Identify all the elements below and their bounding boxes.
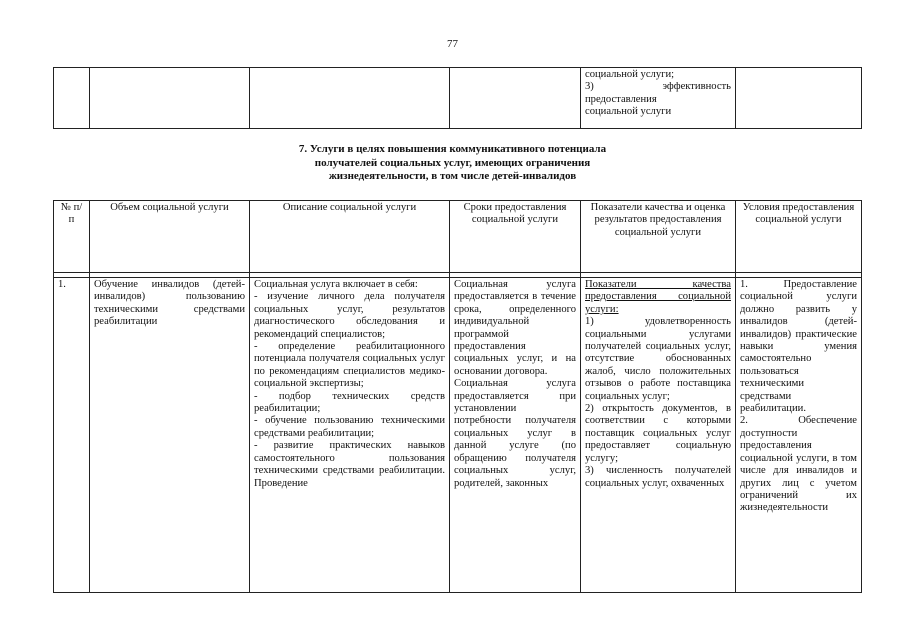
row-number: 1. bbox=[54, 278, 90, 593]
quality-line: 2) открытость документов, в соответствии с которыми поставщик социальных услуг предоставляет социальную услугу; bbox=[585, 403, 731, 464]
row-terms bbox=[450, 278, 581, 593]
quality-line: 1) удовлетворенность социальными услугами получателей социальных услуг, отсутствие обоснованных жалоб, число положительных отзывов о работе поставщика социальных услуг; bbox=[585, 316, 731, 402]
description-line: - обучение пользованию техническими средствами реабилитации; bbox=[254, 415, 445, 439]
row-quality bbox=[581, 278, 736, 593]
row-conditions bbox=[736, 278, 862, 593]
table-cell bbox=[90, 68, 250, 129]
section-title-line: получателей социальных услуг, имеющих ограничения bbox=[314, 156, 591, 169]
services-table bbox=[53, 200, 862, 593]
cell-line: социальной услуги bbox=[585, 106, 672, 118]
continued-table bbox=[53, 67, 862, 129]
description-line: - развитие практических навыков самостоятельного пользования техническими средствами реабилитации. Проведение bbox=[254, 440, 445, 489]
description-line: - подбор технических средств реабилитации; bbox=[254, 390, 445, 415]
table-cell bbox=[54, 68, 90, 129]
header-conditions: Условия предоставления социальной услуги bbox=[736, 201, 862, 273]
terms-line: Социальная услуга предоставляется в течение срока, определенного индивидуальной программой предоставления социальных услуг, и на основании договора. bbox=[454, 279, 576, 377]
description-line: Социальная услуга включает в себя: bbox=[254, 279, 418, 290]
cell-line: социальной услуги; bbox=[585, 69, 675, 80]
header-description: Описание социальной услуги bbox=[250, 201, 450, 273]
cell-line: предоставления bbox=[585, 93, 657, 105]
terms-line: Социальная услуга предоставляется при установлении потребности получателя социальных услуг в данной услуге (по обращению получателя социальных услуг, родителей, законных bbox=[454, 378, 576, 489]
table-cell bbox=[250, 68, 450, 129]
table-header-row bbox=[54, 201, 862, 273]
section-title-line: 7. Услуги в целях повышения коммуникативного потенциала bbox=[298, 143, 607, 155]
row-description bbox=[250, 278, 450, 593]
table-row bbox=[54, 68, 862, 129]
header-number: № п/п bbox=[54, 201, 90, 273]
table-cell bbox=[450, 68, 581, 129]
row-volume: Обучение инвалидов (детей-инвалидов) пользованию техническими средствами реабилитации bbox=[90, 278, 250, 593]
header-volume: Объем социальной услуги bbox=[90, 201, 250, 273]
quality-line: 3) численность получателей социальных услуг, охваченных bbox=[585, 465, 731, 489]
description-line: - определение реабилитационного потенциала получателя социальных услуг по рекомендациям специалистов медико-социальной экспертизы; bbox=[254, 341, 445, 390]
quality-heading: Показатели качества предоставления социальной услуги: bbox=[585, 279, 731, 315]
section-title bbox=[0, 143, 905, 184]
table-row bbox=[54, 278, 862, 593]
conditions-line: 2. Обеспечение доступности предоставления социальной услуги, в том числе для инвалидов и других лиц с учетом ограничений их жизнедеятельности bbox=[740, 415, 857, 514]
conditions-line: 1. Предоставление социальной услуги должно развить у инвалидов (детей-инвалидов) практические навыки умения самостоятельно пользоваться техническими средствами реабилитации. bbox=[740, 279, 857, 415]
quality-cell bbox=[581, 68, 736, 129]
cell-line: 3) эффективность bbox=[585, 81, 731, 93]
header-terms: Сроки предоставления социальной услуги bbox=[450, 201, 581, 273]
description-line: - изучение личного дела получателя социальных услуг, результатов диагностического обследования и рекомендаций специалистов; bbox=[254, 291, 445, 340]
section-title-line: жизнедеятельности, в том числе детей-инвалидов bbox=[328, 170, 577, 183]
table-cell bbox=[736, 68, 862, 129]
header-quality: Показатели качества и оценка результатов предоставления социальной услуги bbox=[581, 201, 736, 273]
page-number: 77 bbox=[447, 38, 458, 50]
